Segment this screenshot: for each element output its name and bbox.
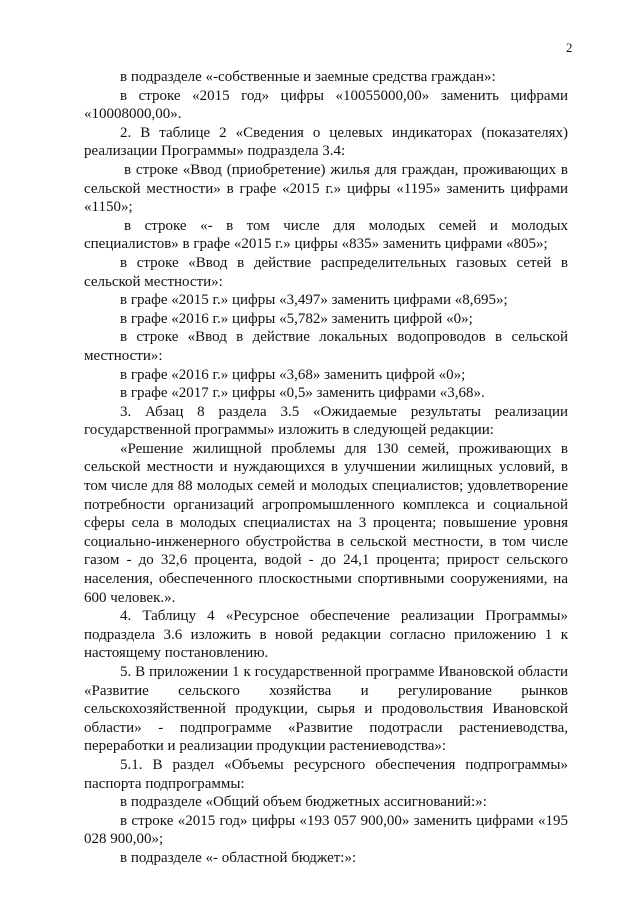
paragraph-4: в строке «Ввод (приобретение) жилья для граждан, проживающих в сельской местности» в графе «2015 г.» цифры «1195» заменить цифрами «1150»; — [84, 161, 568, 216]
paragraph-18: в строке «2015 год» цифры «193 057 900,00» заменить цифрами «195 028 900,00»; — [84, 812, 568, 848]
paragraph-14: 4. Таблицу 4 «Ресурсное обеспечение реализации Программы» подраздела 3.6 изложить в новой редакции согласно приложению 1 к настоящему постановлению. — [84, 608, 568, 662]
paragraph-15: 5. В приложении 1 к государственной программе Ивановской области «Развитие сельского хозяйства и регулирование рынков сельскохозяйственной продукции, сырья и продовольствия Ивановской области» - подпрограмме «Развитие подотрасли растениеводства, переработки и реализации продукции растениеводства»: — [84, 664, 568, 755]
paragraph-9: в строке «Ввод в действие локальных водопроводов в сельской местности»: — [84, 329, 568, 364]
paragraph-7: в графе «2015 г.» цифры «3,497» заменить цифрами «8,695»; — [120, 292, 508, 309]
paragraph-2: в строке «2015 год» цифры «10055000,00» заменить цифрами «10008000,00». — [84, 87, 568, 123]
paragraph-19: в подразделе «- областной бюджет:»: — [120, 849, 357, 866]
paragraph-6: в строке «Ввод в действие распределительных газовых сетей в сельской местности»: — [84, 254, 568, 290]
page-number: 2 — [566, 40, 573, 55]
paragraph-13: «Решение жилищной проблемы для 130 семей, проживающих в сельской местности и нуждающихся в улучшении жилищных условий, в том числе для 88 молодых семей и молодых специалистов; удовлетворение потребности организаций агропромышленного комплекса и социальной сферы села в молодых специалистах на 3 процента; повышение уровня социально-инженерного обустройства в сельской местности, в том числе газом - до 32,6 процента, водой - до 24,1 процента; прирост сельского населения, обеспеченного плоскостными спортивными сооружениями, на 600 человек.». — [84, 440, 568, 606]
paragraph-5: в строке «- в том числе для молодых семей и молодых специалистов» в графе «2015 г.» цифры «835» заменить цифрами «805»; — [84, 217, 568, 253]
paragraph-11: в графе «2017 г.» цифры «0,5» заменить цифрами «3,68». — [120, 385, 485, 402]
document-body — [84, 68, 568, 868]
paragraph-17: в подразделе «Общий объем бюджетных ассигнований:»: — [120, 794, 487, 811]
paragraph-16: 5.1. В раздел «Объемы ресурсного обеспечения подпрограммы» паспорта подпрограммы: — [84, 756, 568, 792]
paragraph-8: в графе «2016 г.» цифры «5,782» заменить цифрой «0»; — [120, 310, 473, 327]
paragraph-12: 3. Абзац 8 раздела 3.5 «Ожидаемые результаты реализации государственной программы» изложить в следующей редакции: — [84, 403, 568, 439]
paragraph-3: 2. В таблице 2 «Сведения о целевых индикаторах (показателях) реализации Программы» подраздела 3.4: — [84, 124, 568, 160]
paragraph-10: в графе «2016 г.» цифры «3,68» заменить цифрой «0»; — [120, 366, 466, 383]
paragraph-1: в подразделе «-собственные и заемные средства граждан»: — [120, 69, 496, 85]
